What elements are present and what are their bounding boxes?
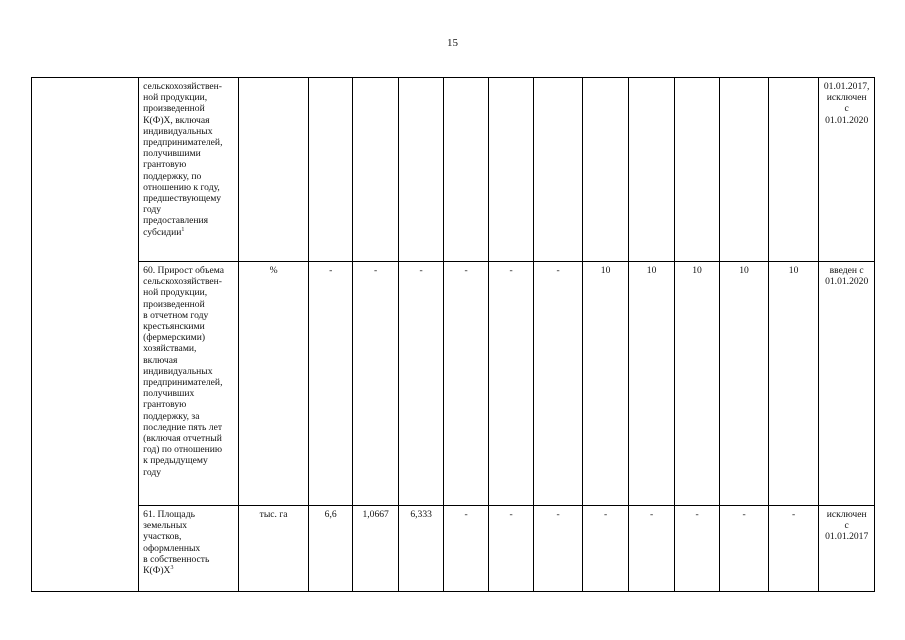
value-cell <box>488 78 533 262</box>
value-cell <box>353 78 398 262</box>
value-cell <box>582 78 628 262</box>
value-cell <box>398 78 443 262</box>
value-cell: - <box>444 506 488 592</box>
value-cell: - <box>488 506 533 592</box>
indicators-table <box>31 77 875 592</box>
indicator-cell: 61. Площадь земельных участков, оформленных в собственность $К(Ф)Х^3$ <box>139 506 239 592</box>
value-cell: 10 <box>629 262 674 506</box>
value-cell: 10 <box>582 262 628 506</box>
unit-cell: тыс. га <box>239 506 309 592</box>
table-row <box>32 78 875 262</box>
value-cell <box>308 78 352 262</box>
value-cell: - <box>353 262 398 506</box>
value-cell: 10 <box>720 262 769 506</box>
page-number: 15 <box>447 37 458 49</box>
value-cell: - <box>768 506 819 592</box>
value-cell: - <box>720 506 769 592</box>
value-cell: 1,0667 <box>353 506 398 592</box>
value-cell <box>674 78 719 262</box>
value-cell: 6,6 <box>308 506 352 592</box>
value-cell: - <box>582 506 628 592</box>
value-cell: 6,333 <box>398 506 443 592</box>
value-cell: - <box>308 262 352 506</box>
value-cell: - <box>674 506 719 592</box>
table-row <box>32 506 875 592</box>
value-cell <box>720 78 769 262</box>
note-cell: исключен с 01.01.2017 <box>819 506 875 592</box>
indicator-cell: сельскохозяйствен- ной продукции, произведенной К(Ф)Х, включая индивидуальных предпринимателей, получившими грантовую поддержку, по отношению к году, предшествующему году предоставления субсидии$^1$ <box>139 78 239 262</box>
value-cell <box>768 78 819 262</box>
note-cell: 01.01.2017, исключен с 01.01.2020 <box>819 78 875 262</box>
table-row <box>32 262 875 506</box>
value-cell <box>629 78 674 262</box>
value-cell: - <box>534 506 583 592</box>
value-cell: - <box>534 262 583 506</box>
value-cell: - <box>488 262 533 506</box>
value-cell: - <box>444 262 488 506</box>
value-cell <box>534 78 583 262</box>
value-cell: - <box>629 506 674 592</box>
value-cell <box>444 78 488 262</box>
value-cell: 10 <box>674 262 719 506</box>
value-cell: 10 <box>768 262 819 506</box>
note-cell: введен с 01.01.2020 <box>819 262 875 506</box>
unit-cell <box>239 78 309 262</box>
unit-cell: % <box>239 262 309 506</box>
program-section-cell <box>32 78 139 592</box>
value-cell: - <box>398 262 443 506</box>
indicator-cell: 60. Прирост объема сельскохозяйствен- ной продукции, произведенной в отчетном году крестьянскими (фермерскими) хозяйствами, включая индивидуальных предпринимателей, получивших грантовую поддержку, за последние пять лет (включая отчетный год) по отношению к предыдущему году <box>139 262 239 506</box>
